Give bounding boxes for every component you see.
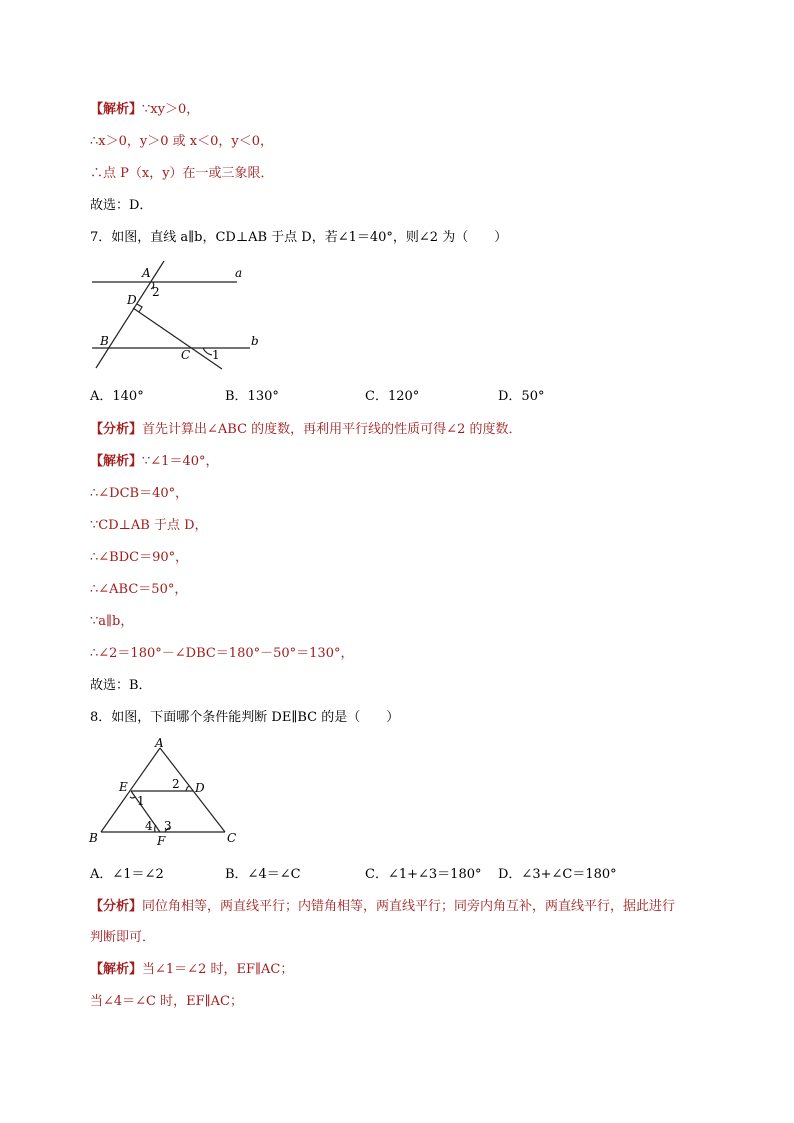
q7-option-c[interactable]: C．120° (365, 389, 420, 404)
q7-fenxi-text: 首先计算出∠ABC 的度数，再利用平行线的性质可得∠2 的度数． (142, 422, 522, 437)
q8-jiexi-tag: 【解析】 (90, 962, 143, 977)
label-b: b (251, 334, 259, 348)
q8-fenxi-tag: 【分析】 (90, 899, 143, 914)
line-dc (133, 308, 222, 369)
q7-step-5: ∴∠ABC＝50°， (90, 582, 188, 597)
label-3: 3 (164, 819, 172, 833)
q7-option-b[interactable]: B．130° (225, 389, 279, 404)
q8-fenxi-text-1: 同位角相等，两直线平行；内错角相等，两直线平行；同旁内角互补，两直线平行，据此进行 (142, 899, 676, 914)
label-1: 1 (137, 794, 145, 808)
q6-step-1: ∵xy＞0， (142, 102, 200, 117)
q7-option-d[interactable]: D．50° (498, 389, 545, 404)
label-A: A (142, 266, 151, 280)
q7-stem: 7．如图，直线 a∥b，CD⊥AB 于点 D，若∠1＝40°，则∠2 为（ ） (90, 230, 508, 245)
q8-option-d[interactable]: D．∠3+∠C＝180° (498, 867, 617, 882)
label-B: B (100, 334, 109, 348)
angle-2-arc (186, 786, 189, 791)
label-F: F (157, 834, 166, 848)
angle-4-arc (155, 825, 156, 832)
q8-analysis-line-1 (90, 898, 675, 916)
q7-step-2: ∴∠DCB＝40°， (90, 486, 189, 501)
q8-jiexi-1: 当∠1＝∠2 时，EF∥AC； (142, 962, 294, 977)
q6-jiexi-tag: 【解析】 (90, 102, 143, 117)
q7-step-4: ∴∠BDC＝90°， (90, 550, 189, 565)
angle-1-arc (203, 348, 212, 355)
q6-answer: 故选：D． (90, 198, 153, 213)
label-C: C (181, 348, 191, 362)
label-D: D (127, 293, 137, 307)
q7-jiexi-tag: 【解析】 (90, 454, 143, 469)
q7-analysis (90, 421, 521, 439)
q8-option-c[interactable]: C．∠1+∠3＝180° (365, 867, 482, 882)
q7-step-6: ∵a∥b， (90, 614, 134, 629)
label-a: a (235, 266, 243, 280)
label-A: A (155, 736, 164, 750)
q8-option-a[interactable]: A．∠1＝∠2 (90, 867, 164, 882)
q8-figure (85, 735, 245, 850)
q8-fenxi-text-2: 判断即可． (90, 930, 156, 945)
label-E: E (119, 780, 128, 794)
q7-figure (85, 258, 275, 376)
q6-step-2: ∴x＞0，y＞0 或 x＜0，y＜0， (90, 134, 273, 149)
q7-answer: 故选：B． (90, 678, 152, 693)
q7-option-a[interactable]: A．140° (90, 389, 144, 404)
q7-fenxi-tag: 【分析】 (90, 422, 143, 437)
q8-option-b[interactable]: B．∠4＝∠C (225, 867, 301, 882)
label-D: D (195, 781, 205, 795)
angle-1-arc (130, 797, 135, 798)
q7-step-3: ∵CD⊥AB 于点 D， (90, 518, 208, 533)
q7-step-1: ∵∠1＝40°， (142, 454, 219, 469)
q6-solution-line-1 (90, 101, 199, 119)
label-2: 2 (172, 777, 180, 791)
q8-stem: 8．如图，下面哪个条件能判断 DE∥BC 的是（ ） (90, 710, 400, 725)
q8-jiexi-2: 当∠4＝∠C 时，EF∥AC； (90, 994, 243, 1009)
q8-solution-line-1 (90, 961, 293, 979)
label-C: C (227, 831, 237, 845)
label-4: 4 (145, 819, 153, 833)
q7-step-7: ∴∠2＝180°－∠DBC＝180°－50°＝130°， (90, 646, 354, 661)
label-1: 1 (212, 348, 220, 362)
line-ab (96, 261, 164, 368)
q7-solution-line-1 (90, 453, 219, 471)
q6-step-3: ∴点 P（x，y）在一或三象限． (90, 166, 274, 181)
label-B: B (89, 831, 98, 845)
label-2: 2 (152, 285, 160, 299)
